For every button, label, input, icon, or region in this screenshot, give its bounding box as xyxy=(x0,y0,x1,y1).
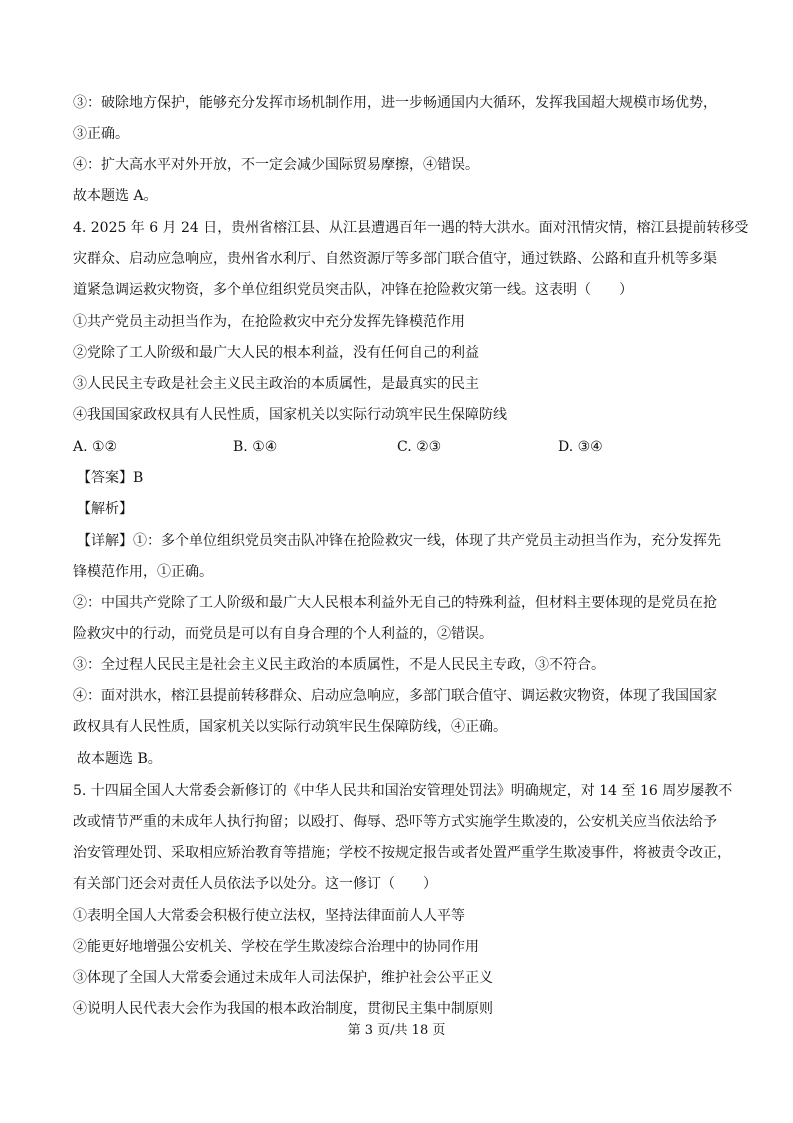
q4-stem-line: 4. 2025 年 6 月 24 日，贵州省榕江县、从江县遭遇百年一遇的特大洪水。面对汛情灾情，榕江县提前转移受 xyxy=(73,220,749,236)
q5-stem-line: 改或情节严重的未成年人执行拘留；以殴打、侮辱、恐吓等方式实施学生欺凌的，公安机关应当依法给予 xyxy=(73,814,717,830)
q5-statement-2: ②能更好地增强公安机关、学校在学生欺凌综合治理中的协同作用 xyxy=(73,939,479,955)
q4-statement-4: ④我国国家政权具有人民性质，国家机关以实际行动筑牢民生保障防线 xyxy=(73,407,507,423)
q5-statement-4: ④说明人民代表大会作为我国的根本政治制度，贯彻民主集中制原则 xyxy=(73,1001,493,1017)
q5-stem-line: 有关部门还会对责任人员依法予以处分。这一修订（ ） xyxy=(73,876,437,892)
q4-option-a: A. ①② xyxy=(73,439,118,455)
q5-statement-1: ①表明全国人大常委会积极行使立法权，坚持法律面前人人平等 xyxy=(73,908,465,924)
q4-detail-line: 险救灾中的行动，而党员是可以有自身合理的个人利益的，②错误。 xyxy=(73,626,493,642)
q4-detail-line: ②：中国共产党除了工人阶级和最广大人民根本利益外无自己的特殊利益，但材料主要体现的是党员在抢 xyxy=(73,595,717,611)
q4-detail-line: ③：全过程人民民主是社会主义民主政治的本质属性，不是人民民主专政，③不符合。 xyxy=(73,657,605,673)
page-number: 第 3 页/共 18 页 xyxy=(347,1023,446,1038)
q5-stem-line: 5. 十四届全国人大常委会新修订的《中华人民共和国治安管理处罚法》明确规定，对 14 至 16 周岁屡教不 xyxy=(73,783,733,799)
q4-option-b: B. ①④ xyxy=(233,439,278,455)
q5-stem-line: 治安管理处罚、采取相应矫治教育等措施；学校不按规定报告或者处置严重学生欺凌事件，将被责令改正， xyxy=(73,845,731,861)
q4-stem-line: 道紧急调运救灾物资，多个单位组织党员突击队，冲锋在抢险救灾第一线。这表明（ ） xyxy=(73,282,633,298)
q3-analysis-line: ③：破除地方保护，能够充分发挥市场机制作用，进一步畅通国内大循环，发挥我国超大规模市场优势， xyxy=(73,95,717,111)
q4-option-d: D. ③④ xyxy=(558,439,603,455)
q4-statement-1: ①共产党员主动担当作为，在抢险救灾中充分发挥先锋模范作用 xyxy=(73,314,465,330)
q4-detail-line: 锋模范作用，①正确。 xyxy=(73,564,213,580)
q4-stem-line: 灾群众、启动应急响应，贵州省水利厅、自然资源厅等多部门联合值守，通过铁路、公路和直升机等多渠 xyxy=(73,251,717,267)
q4-conclusion: 故本题选 B。 xyxy=(77,751,162,767)
q3-conclusion: 故本题选 A。 xyxy=(73,188,158,204)
q3-analysis-line: ④：扩大高水平对外开放，不一定会减少国际贸易摩擦，④错误。 xyxy=(73,157,479,173)
q5-statement-3: ③体现了全国人大常委会通过未成年人司法保护，维护社会公平正义 xyxy=(73,970,493,986)
q4-detail-line: 政权具有人民性质，国家机关以实际行动筑牢民生保障防线，④正确。 xyxy=(73,719,507,735)
q4-statement-3: ③人民民主专政是社会主义民主政治的本质属性，是最真实的民主 xyxy=(73,376,479,392)
q4-option-c: C. ②③ xyxy=(397,439,442,455)
q4-statement-2: ②党除了工人阶级和最广大人民的根本利益，没有任何自己的利益 xyxy=(73,345,479,361)
q4-detail-line: 【详解】①：多个单位组织党员突击队冲锋在抢险救灾一线，体现了共产党员主动担当作为，充分发挥先 xyxy=(77,533,721,549)
q3-analysis-line: ③正确。 xyxy=(73,126,129,142)
q4-detail-line: ④：面对洪水，榕江县提前转移群众、启动应急响应，多部门联合值守、调运救灾物资，体现了我国国家 xyxy=(73,688,717,704)
q4-analysis-heading: 【解析】 xyxy=(77,501,133,517)
q4-answer: 【答案】B xyxy=(77,470,144,486)
